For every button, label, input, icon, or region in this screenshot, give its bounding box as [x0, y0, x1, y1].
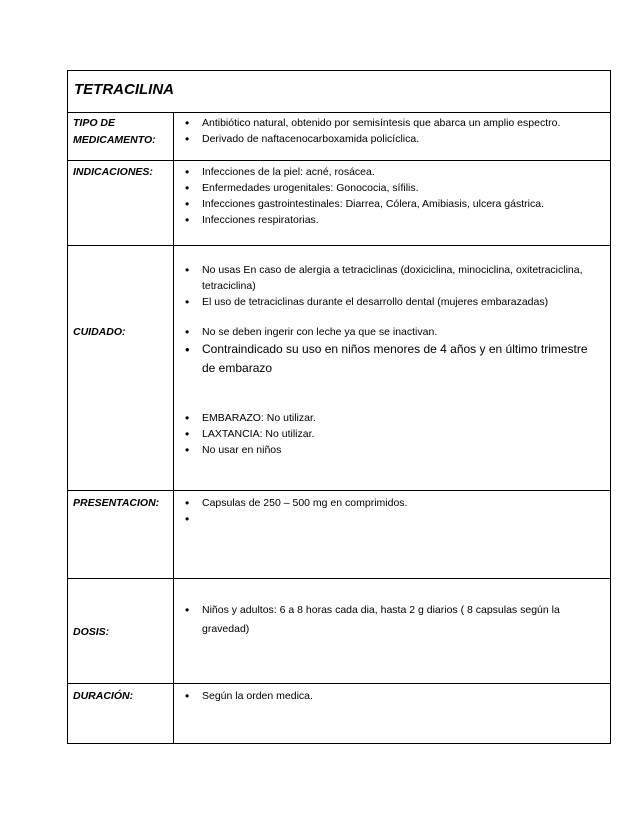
- cuidado-list-top: [176, 262, 604, 310]
- label-tipo-line2: MEDICAMENTO:: [73, 134, 156, 146]
- label-dosis: DOSIS:: [73, 626, 110, 638]
- indicaciones-list: [176, 164, 604, 228]
- label-indicaciones: INDICACIONES:: [73, 166, 153, 178]
- row-divider: [68, 578, 610, 579]
- row-divider: [68, 683, 610, 684]
- label-cuidado: CUIDADO:: [73, 326, 126, 338]
- list-item: • El uso de tetraciclinas durante el desarrollo dental (mujeres embarazadas): [176, 294, 604, 310]
- list-item: • Según la orden medica.: [176, 688, 604, 704]
- list-item: • No se deben ingerir con leche ya que se inactivan.: [176, 324, 604, 340]
- document-title: TETRACILINA: [74, 81, 174, 98]
- label-duracion: DURACIÓN:: [73, 690, 134, 702]
- list-item: • Contraindicado su uso en niños menores de 4 años y en último trimestre de embarazo: [176, 340, 604, 378]
- list-item: • No usas En caso de alergia a tetraciclinas (doxiciclina, minociclina, oxitetraciclina, tetraciclina): [176, 262, 604, 294]
- list-item: • LAXTANCIA: No utilizar.: [176, 426, 604, 442]
- presentacion-list: [176, 495, 604, 527]
- cuidado-list-bottom: [176, 410, 604, 458]
- row-divider: [68, 112, 610, 113]
- list-item: • Capsulas de 250 – 500 mg en comprimidos.: [176, 495, 604, 511]
- list-item: • Infecciones de la piel: acné, rosácea.: [176, 164, 604, 180]
- duracion-list: [176, 688, 604, 704]
- list-item: • Enfermedades urogenitales: Gonococia, sífilis.: [176, 180, 604, 196]
- medication-table: [67, 70, 611, 744]
- row-divider: [68, 245, 610, 246]
- list-item: • Infecciones gastrointestinales: Diarrea, Cólera, Amibiasis, ulcera gástrica.: [176, 196, 604, 212]
- label-presentacion: PRESENTACION:: [73, 497, 160, 509]
- list-item: • Derivado de naftacenocarboxamida policíclica.: [176, 131, 604, 147]
- label-tipo-medicamento: [73, 115, 156, 149]
- list-item: • Antibiótico natural, obtenido por semisíntesis que abarca un amplio espectro.: [176, 115, 604, 131]
- list-item: • No usar en niños: [176, 442, 604, 458]
- dosis-list: [176, 601, 604, 639]
- row-divider: [68, 490, 610, 491]
- row-divider: [68, 160, 610, 161]
- tipo-list: [176, 115, 604, 147]
- cuidado-list-mid: [176, 324, 604, 378]
- list-item: • Niños y adultos: 6 a 8 horas cada dia, hasta 2 g diarios ( 8 capsulas según la gravedad): [176, 601, 604, 639]
- list-item: • EMBARAZO: No utilizar.: [176, 410, 604, 426]
- label-tipo-line1: TIPO DE: [73, 117, 116, 129]
- column-divider: [173, 112, 174, 743]
- list-item: • Infecciones respiratorias.: [176, 212, 604, 228]
- list-item: [176, 511, 604, 527]
